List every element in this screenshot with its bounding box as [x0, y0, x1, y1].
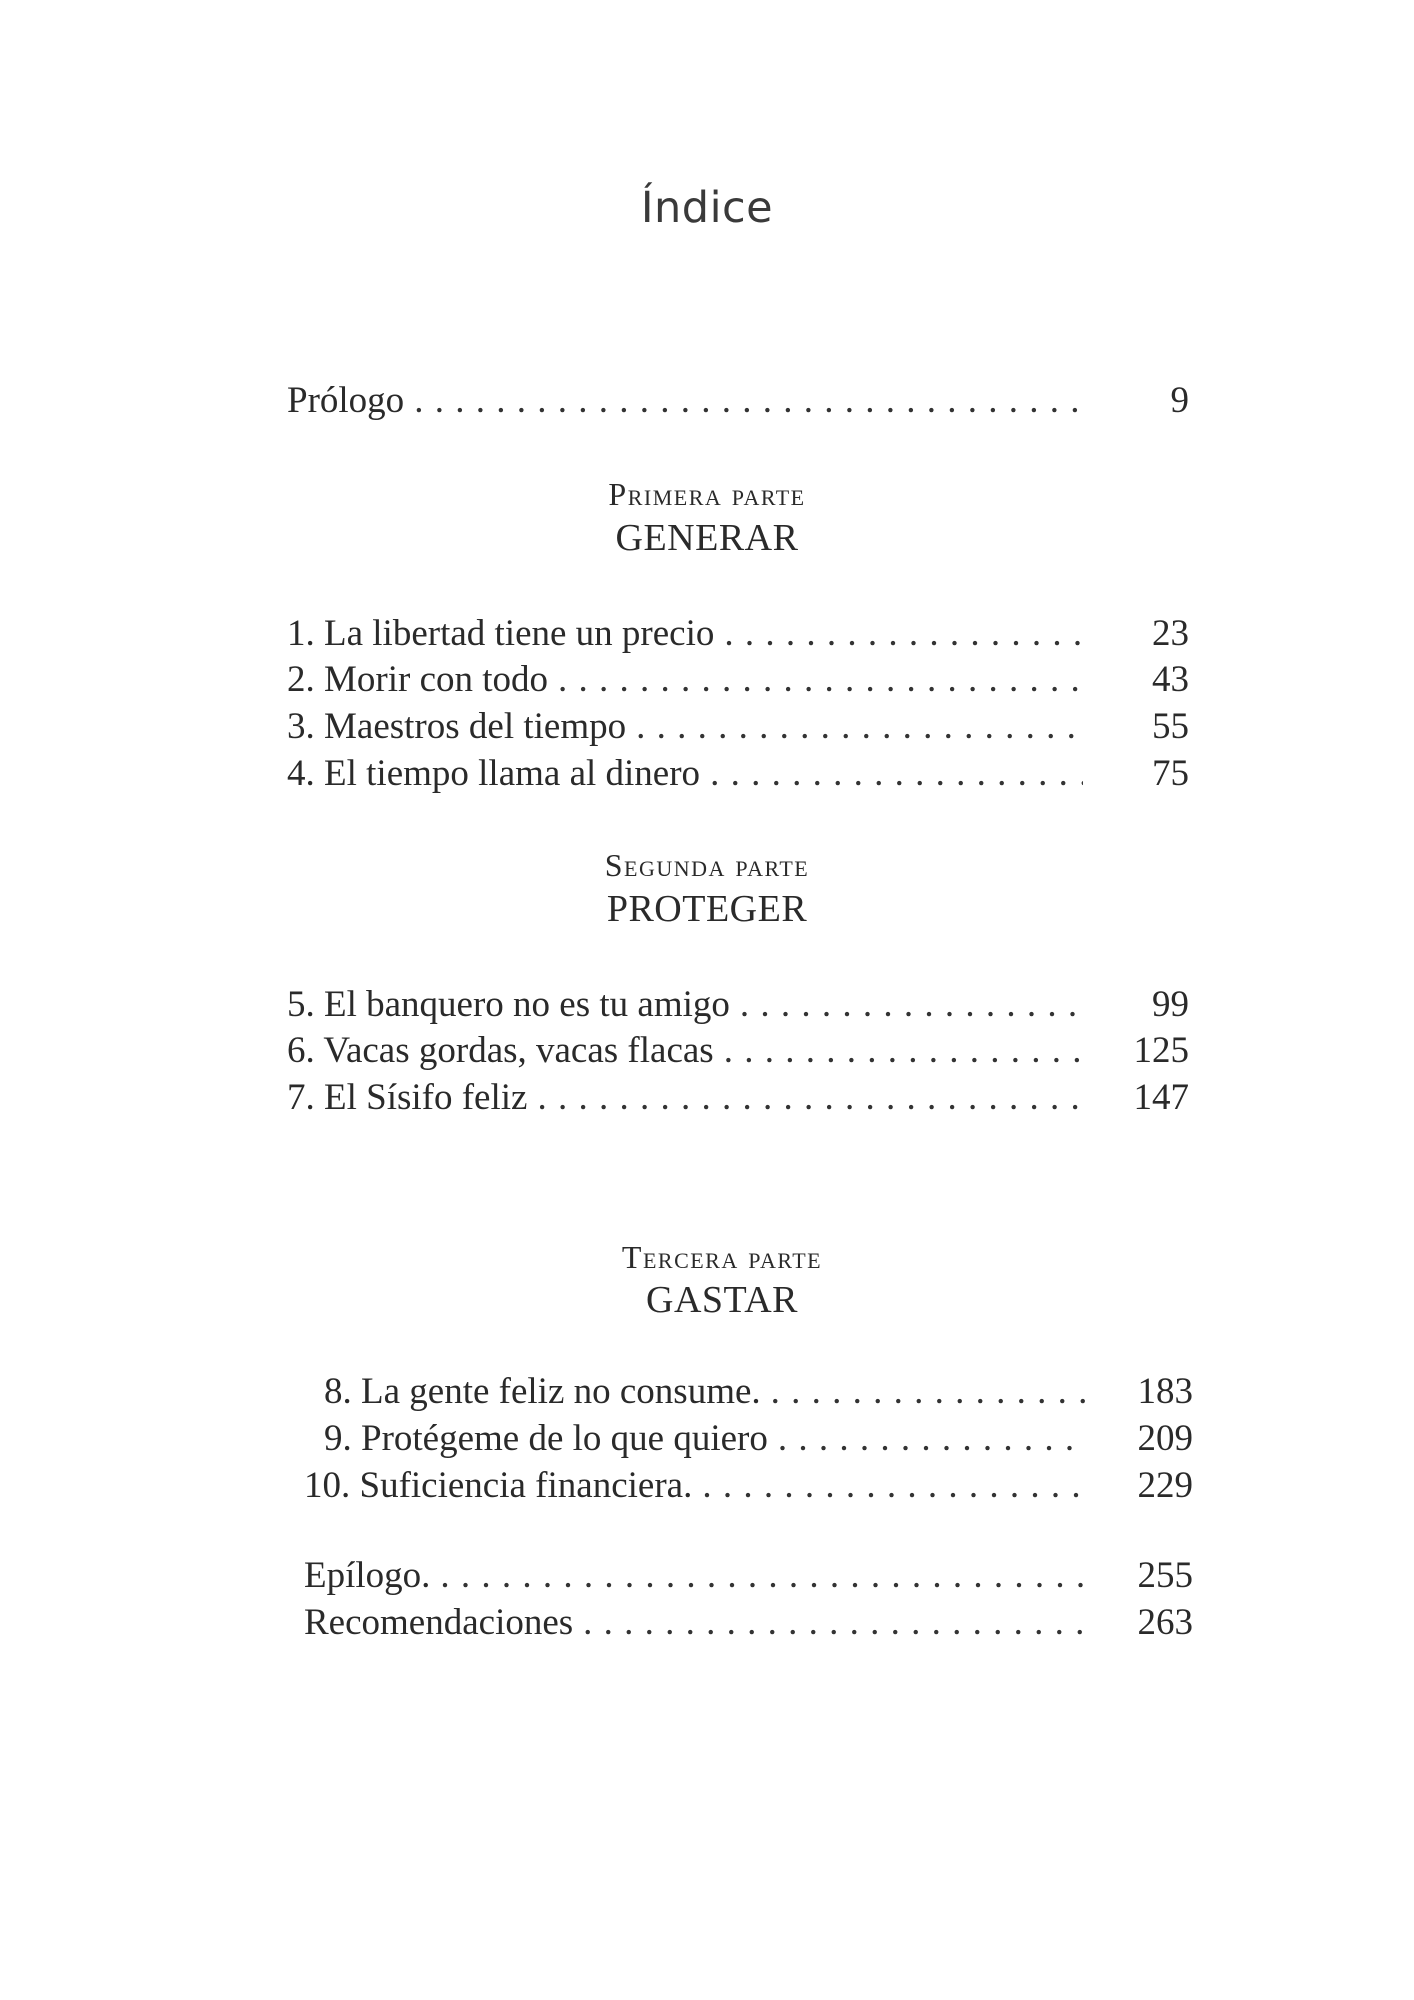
toc-entry-page: 55 [1152, 706, 1189, 747]
toc-entry-page: 209 [1137, 1418, 1193, 1459]
part-eyebrow: Tercera parte [621, 1239, 823, 1275]
toc-entry [287, 704, 1189, 750]
toc-entry-label: 2. Morir con todo [287, 659, 549, 700]
dot-leader [702, 1463, 1087, 1509]
toc-entry-label: 8. La gente feliz no consume. [324, 1371, 761, 1412]
toc-entry-page: 183 [1137, 1371, 1193, 1412]
toc-entry-page: 99 [1152, 984, 1189, 1025]
toc-entry-label: 10. Suficiencia financiera. [304, 1465, 693, 1506]
toc-entry [287, 751, 1189, 797]
toc-entry-label: Epílogo. [304, 1555, 431, 1596]
toc-entry [287, 1028, 1189, 1074]
toc-entry-label: 4. El tiempo llama al dinero [287, 753, 701, 794]
toc-entry-page: 43 [1152, 659, 1189, 700]
toc-entry-page: 23 [1152, 613, 1189, 654]
toc-entry-label: 7. El Sísifo feliz [287, 1077, 528, 1118]
dot-leader [710, 751, 1083, 797]
dot-leader [724, 1028, 1083, 1074]
dot-leader [778, 1416, 1087, 1462]
toc-entry-page: 125 [1133, 1030, 1189, 1071]
toc-entry [287, 657, 1189, 703]
dot-leader [414, 378, 1083, 424]
toc-entry-prologue [287, 378, 1189, 424]
toc-entry [304, 1463, 1193, 1509]
toc-entry [287, 1075, 1189, 1121]
toc-entry-recommendations [304, 1600, 1193, 1646]
toc-entry-label: 6. Vacas gordas, vacas flacas [287, 1030, 714, 1071]
toc-entry-label: Prólogo [287, 380, 405, 421]
toc-entry-label: Recomendaciones [304, 1602, 574, 1643]
toc-entry-label: 1. La libertad tiene un precio [287, 613, 715, 654]
toc-entry-epilogue [304, 1553, 1193, 1599]
toc-entry-page: 229 [1137, 1465, 1193, 1506]
dot-leader [583, 1600, 1087, 1646]
dot-leader [771, 1369, 1087, 1415]
toc-entry [287, 982, 1189, 1028]
toc-entry-page: 75 [1152, 753, 1189, 794]
part-title: GENERAR [615, 517, 799, 559]
toc-entry-label: 9. Protégeme de lo que quiero [324, 1418, 768, 1459]
part-title: PROTEGER [606, 888, 808, 930]
dot-leader [724, 611, 1083, 657]
toc-entry [304, 1369, 1193, 1415]
toc-entry-label: 5. El banquero no es tu amigo [287, 984, 730, 1025]
dot-leader [636, 704, 1083, 750]
dot-leader [740, 982, 1083, 1028]
toc-entry-page: 147 [1133, 1077, 1189, 1118]
toc-entry [304, 1416, 1193, 1462]
toc-entry-page: 263 [1137, 1602, 1193, 1643]
toc-entry-label: 3. Maestros del tiempo [287, 706, 627, 747]
dot-leader [440, 1553, 1087, 1599]
toc-entry-page: 9 [1170, 380, 1189, 421]
toc-entry [287, 611, 1189, 657]
dot-leader [558, 657, 1083, 703]
page-title: Índice [640, 183, 774, 233]
toc-entry-page: 255 [1137, 1555, 1193, 1596]
dot-leader [537, 1075, 1083, 1121]
part-eyebrow: Primera parte [608, 476, 806, 512]
part-eyebrow: Segunda parte [604, 847, 810, 883]
part-title: GASTAR [646, 1279, 798, 1321]
